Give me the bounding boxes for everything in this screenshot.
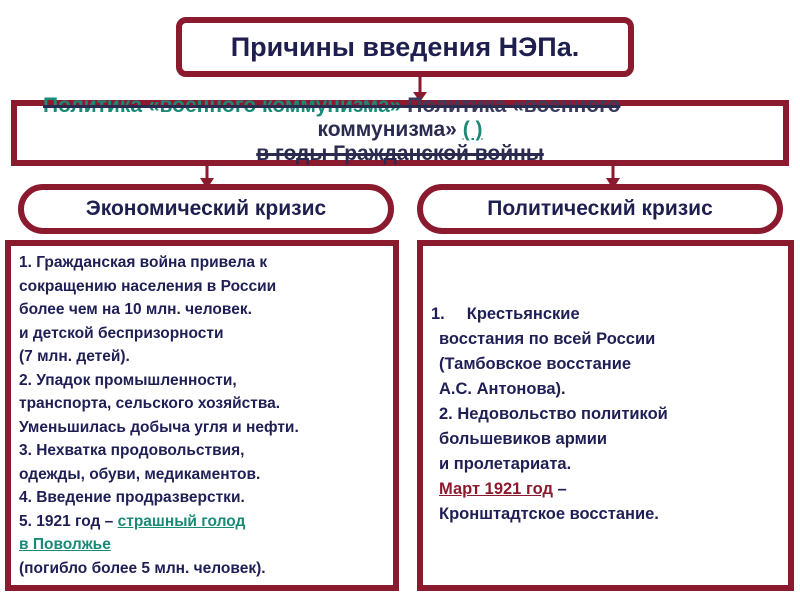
economic-line: транспорта, сельского хозяйства. <box>19 395 281 412</box>
political-line: А.С. Антонова). <box>439 380 566 398</box>
economic-crisis-header <box>18 184 394 234</box>
war-communism-link[interactable]: Политика «военного коммунизма» <box>43 94 402 117</box>
policy-line-3: в годы Гражданской войны <box>256 142 544 165</box>
item-text: Крестьянские <box>466 305 580 323</box>
political-crisis-label: Политический кризис <box>487 197 713 220</box>
policy-line-2 <box>17 118 783 142</box>
page-title: Причины введения НЭПа. <box>230 31 580 62</box>
march-dash: – <box>552 480 567 498</box>
economic-line: одежды, обуви, медикаментов. <box>19 465 261 483</box>
volga-link[interactable]: в Поволжье <box>19 536 111 553</box>
political-line: восстания по всей России <box>439 330 656 348</box>
economic-line: (погибло более 5 млн. человек). <box>19 559 266 577</box>
policy-box <box>11 94 789 166</box>
famine-link[interactable]: страшный голод <box>117 512 246 530</box>
policy-paren-link[interactable]: ( ) <box>462 118 483 141</box>
political-line <box>431 302 668 327</box>
famine-prefix: 5. 1921 год – <box>19 512 118 530</box>
economic-line: 3. Нехватка продовольствия, <box>19 442 245 459</box>
economic-crisis-panel <box>5 240 399 591</box>
item-number: 1. <box>431 305 445 323</box>
political-crisis-panel <box>417 240 794 591</box>
economic-crisis-label: Экономический кризис <box>85 197 327 220</box>
political-line: (Тамбовское восстание <box>439 355 632 373</box>
economic-line: (7 млн. детей). <box>19 348 130 365</box>
political-line: 2. Недовольство политикой <box>439 405 668 423</box>
economic-line <box>19 533 299 557</box>
economic-line: сокращению населения в России <box>19 277 277 295</box>
march-date: Март 1921 год <box>439 480 553 498</box>
economic-line: 4. Введение продразверстки. <box>19 489 245 506</box>
political-line <box>431 502 668 527</box>
economic-line: и детской беспризорности <box>19 324 224 342</box>
title-box <box>176 17 634 77</box>
economic-line: 1. Гражданская война привела к <box>19 254 268 271</box>
political-crisis-header <box>417 184 783 234</box>
political-list <box>431 302 668 527</box>
policy-text-2: коммунизма» <box>317 118 463 141</box>
political-line <box>431 477 668 502</box>
political-line: и пролетариата. <box>439 455 572 473</box>
kronstadt-text: Кронштадтское восстание. <box>439 505 659 523</box>
economic-line: более чем на 10 млн. человек. <box>19 301 252 318</box>
political-line: большевиков армии <box>439 430 608 448</box>
policy-line-1 <box>43 94 793 118</box>
economic-line <box>19 510 299 534</box>
economic-line: 2. Упадок промышленности, <box>19 371 237 389</box>
economic-line: Уменьшилась добыча угля и нефти. <box>19 418 299 436</box>
economic-list <box>19 251 299 580</box>
policy-text-1: Политика «военного <box>401 94 621 117</box>
